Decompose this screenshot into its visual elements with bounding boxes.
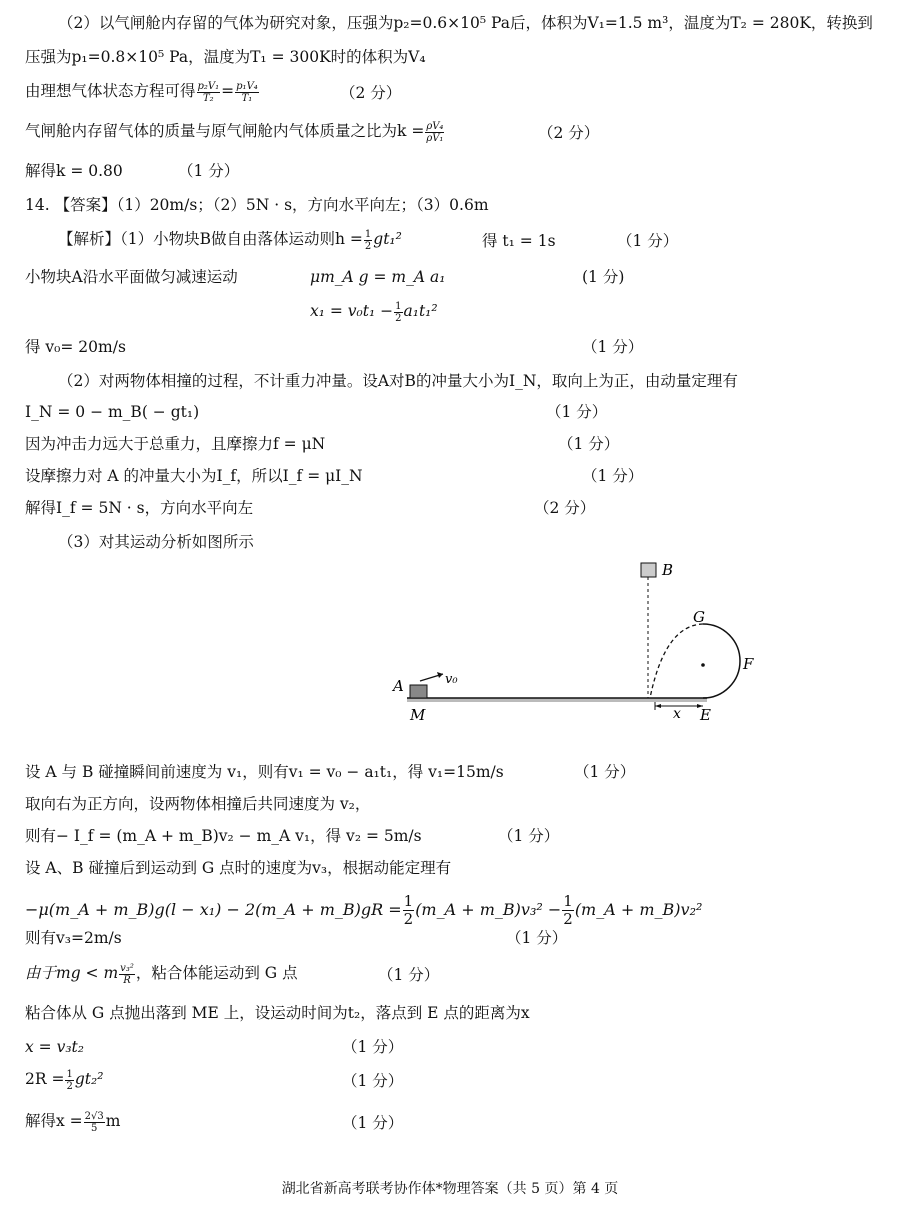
label-v0: v₀ [445, 672, 458, 687]
fraction [364, 229, 372, 252]
denominator: 2 [395, 312, 402, 324]
center-dot [701, 663, 705, 667]
score: （1 分） [342, 1038, 404, 1056]
fraction [394, 301, 402, 324]
text-segment: 解得x = [25, 1112, 83, 1130]
score: （1 分） [342, 1114, 404, 1132]
denominator: ρV₁ [426, 132, 444, 144]
result: 得 t₁ = 1s [482, 232, 556, 250]
denominator: T₂ [202, 92, 214, 104]
text-segment: 气闸舱内存留气体的质量与原气闸舱内气体质量之比为k = [25, 122, 425, 140]
text-line: 解得I_f = 5N · s，方向水平向左 [25, 499, 254, 517]
text-segment: gt₂² [74, 1070, 104, 1088]
score: （1 分） [378, 966, 440, 984]
text-line: 得 v₀= 20m/s [25, 338, 126, 356]
equation-line [25, 893, 702, 928]
numerator: 1 [364, 228, 372, 240]
score: (1 分) [582, 268, 625, 286]
denominator: 2 [563, 910, 573, 928]
page-footer: 湖北省新高考联考协作体*物理答案（共 5 页）第 4 页 [281, 1181, 619, 1197]
fraction [197, 81, 221, 104]
text-segment: x₁ = v₀t₁ − [310, 302, 394, 320]
denominator: 2 [66, 1080, 73, 1092]
denominator: 2 [364, 240, 372, 252]
fraction [84, 1111, 105, 1134]
text-line: 则有− I_f = (m_A + m_B)v₂ − m_A v₁，得 v₂ = 5m/s [25, 827, 422, 845]
text-line: 设摩擦力对 A 的冲量大小为I_f，所以I_f = μI_N [25, 467, 363, 485]
fraction [403, 893, 415, 928]
equals: = [221, 82, 235, 100]
text-segment: (m_A + m_B)v₂² [574, 900, 703, 919]
text-line: 设 A 与 B 碰撞瞬间前速度为 v₁，则有v₁ = v₀ − a₁t₁，得 v₁=15m/s [25, 763, 504, 781]
motion-diagram [385, 555, 785, 725]
score: （1 分） [582, 338, 644, 356]
text-segment: −μ(m_A + m_B)g(l − x₁) − 2(m_A + m_B)gR = [25, 900, 402, 919]
text-line: （3）对其运动分析如图所示 [58, 533, 254, 551]
equation-line [25, 962, 298, 986]
block-b [641, 563, 656, 577]
score: （1 分） [574, 763, 636, 781]
semicircle-track [703, 624, 740, 698]
numerator: p₂V₁ [197, 80, 220, 92]
score: （1 分） [178, 162, 240, 180]
text-line: 因为冲击力远大于总重力，且摩擦力f = μN [25, 435, 326, 453]
equation-line [25, 1068, 103, 1092]
score: （1 分） [506, 929, 568, 947]
denominator: 2 [403, 910, 414, 928]
text-segment: 由于mg < m [25, 964, 119, 982]
text-line: 小物块A沿水平面做匀减速运动 [25, 268, 238, 286]
fraction [235, 81, 259, 104]
text-line: I_N = 0 − m_B( − gt₁) [25, 403, 200, 421]
score: （1 分） [617, 232, 679, 250]
text-line: 取向右为正方向，设两物体相撞后共同速度为 v₂， [25, 795, 371, 813]
text-segment: 【解析】（1）小物块B做自由落体运动则h = [58, 230, 363, 248]
label-a: A [393, 677, 404, 695]
trajectory [650, 624, 703, 698]
label-g: G [693, 608, 705, 626]
score: （2 分） [538, 124, 600, 142]
block-a [410, 685, 427, 698]
numerator: ρV₄ [426, 120, 444, 132]
equation-line [58, 228, 402, 252]
label-m: M [410, 706, 426, 724]
text-segment: (m_A + m_B)v₃² − [415, 900, 562, 919]
score: （1 分） [498, 827, 560, 845]
equation-line [25, 80, 260, 104]
equation-line [25, 120, 445, 144]
fraction [119, 963, 135, 986]
numerator: p₁V₄ [236, 80, 258, 92]
numerator: 2√3 [84, 1110, 104, 1122]
text-segment: ，粘合体能运动到 G 点 [135, 964, 298, 982]
text-line: （2）以气闸舱内存留的气体为研究对象，压强为p₂=0.6×10⁵ Pa后，体积为V₁=1.5 m³，温度为T₂ = 280K，转换到 [58, 14, 873, 32]
text-segment: gt₁² [373, 230, 402, 248]
equation: x = v₃t₂ [25, 1038, 84, 1056]
score: （1 分） [546, 403, 608, 421]
equation: μm_A g = m_A a₁ [310, 268, 446, 286]
numerator: 1 [66, 1068, 73, 1080]
text-segment: m [105, 1112, 121, 1130]
text-line: 粘合体从 G 点抛出落到 ME 上，设运动时间为t₂，落点到 E 点的距离为x [25, 1004, 530, 1022]
text-segment: 由理想气体状态方程可得 [25, 82, 196, 100]
score: （1 分） [558, 435, 620, 453]
answer-line: 14. 【答案】（1）20m/s；（2）5N · s，方向水平向左；（3）0.6m [25, 196, 489, 214]
label-e: E [700, 706, 711, 724]
text-line: 解得k = 0.80 [25, 162, 123, 180]
numerator: 1 [403, 892, 414, 910]
equation-line [25, 1110, 120, 1134]
text-segment: 2R = [25, 1070, 65, 1088]
denominator: R [123, 974, 131, 986]
numerator: v₃² [120, 962, 134, 974]
text-line: 设 A、B 碰撞后到运动到 G 点时的速度为v₃，根据动能定理有 [25, 859, 452, 877]
score: （1 分） [582, 467, 644, 485]
score: （2 分） [340, 84, 402, 102]
text-line: 压强为p₁=0.8×10⁵ Pa，温度为T₁ = 300K时的体积为V₄ [25, 48, 426, 66]
text-segment: a₁t₁² [403, 302, 438, 320]
fraction [65, 1069, 73, 1092]
label-f: F [743, 655, 754, 673]
label-b: B [662, 561, 674, 579]
text-line: （2）对两物体相撞的过程，不计重力冲量。设A对B的冲量大小为I_N，取向上为正，由动量定理有 [58, 372, 738, 390]
x-arrow-left [655, 704, 661, 708]
denominator: 5 [91, 1122, 98, 1134]
score: （2 分） [534, 499, 596, 517]
score: （1 分） [342, 1072, 404, 1090]
numerator: 1 [563, 892, 573, 910]
numerator: 1 [395, 300, 402, 312]
text-line: 则有v₃=2m/s [25, 929, 122, 947]
denominator: T₁ [241, 92, 253, 104]
equation-line [310, 300, 438, 324]
label-x: x [673, 706, 681, 722]
fraction [425, 121, 444, 144]
fraction [562, 893, 574, 928]
